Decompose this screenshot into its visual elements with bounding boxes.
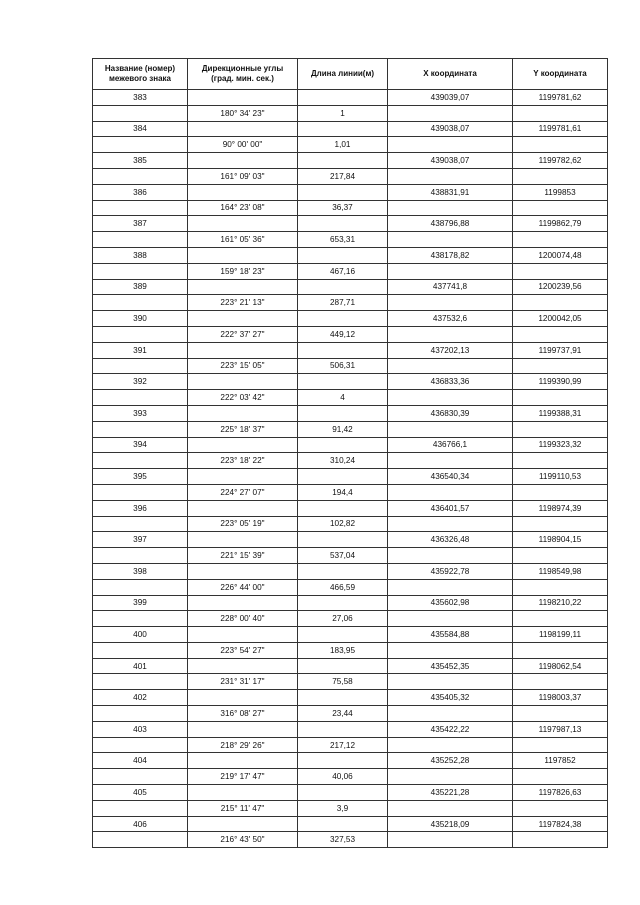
x-coordinate-cell: 436833,36 (388, 374, 513, 390)
empty-cell (298, 563, 388, 579)
header-point-name: Название (номер) межевого знака (93, 59, 188, 90)
empty-cell (513, 390, 608, 406)
segment-row (93, 548, 608, 564)
point-row (93, 563, 608, 579)
segment-row (93, 611, 608, 627)
line-length-cell: 287,71 (298, 295, 388, 311)
line-length-cell: 23,44 (298, 706, 388, 722)
y-coordinate-cell: 1199862,79 (513, 216, 608, 232)
point-row (93, 595, 608, 611)
segment-row (93, 390, 608, 406)
empty-cell (513, 579, 608, 595)
bearing-angle-cell: 225° 18' 37" (188, 421, 298, 437)
empty-cell (298, 816, 388, 832)
empty-cell (388, 516, 513, 532)
point-name-cell: 388 (93, 247, 188, 263)
segment-row (93, 516, 608, 532)
line-length-cell: 75,58 (298, 674, 388, 690)
empty-cell (388, 642, 513, 658)
empty-cell (298, 311, 388, 327)
line-length-cell: 466,59 (298, 579, 388, 595)
empty-cell (298, 342, 388, 358)
empty-cell (93, 642, 188, 658)
point-row (93, 279, 608, 295)
empty-cell (388, 326, 513, 342)
y-coordinate-cell: 1199781,62 (513, 90, 608, 106)
empty-cell (513, 769, 608, 785)
y-coordinate-cell: 1197987,13 (513, 721, 608, 737)
empty-cell (388, 674, 513, 690)
line-length-cell: 40,06 (298, 769, 388, 785)
x-coordinate-cell: 435405,32 (388, 690, 513, 706)
point-name-cell: 405 (93, 785, 188, 801)
line-length-cell: 217,84 (298, 168, 388, 184)
empty-cell (298, 153, 388, 169)
line-length-cell: 91,42 (298, 421, 388, 437)
segment-row (93, 421, 608, 437)
empty-cell (513, 358, 608, 374)
empty-cell (188, 690, 298, 706)
x-coordinate-cell: 437202,13 (388, 342, 513, 358)
point-row (93, 437, 608, 453)
empty-cell (388, 611, 513, 627)
point-row (93, 500, 608, 516)
empty-cell (388, 548, 513, 564)
empty-cell (513, 706, 608, 722)
point-name-cell: 396 (93, 500, 188, 516)
point-row (93, 121, 608, 137)
empty-cell (188, 563, 298, 579)
empty-cell (188, 90, 298, 106)
bearing-angle-cell: 219° 17' 47" (188, 769, 298, 785)
empty-cell (188, 721, 298, 737)
x-coordinate-cell: 438831,91 (388, 184, 513, 200)
empty-cell (513, 674, 608, 690)
y-coordinate-cell: 1198974,39 (513, 500, 608, 516)
segment-row (93, 800, 608, 816)
point-name-cell: 393 (93, 405, 188, 421)
bearing-angle-cell: 218° 29' 26" (188, 737, 298, 753)
y-coordinate-cell: 1198549,98 (513, 563, 608, 579)
segment-row (93, 168, 608, 184)
x-coordinate-cell: 435422,22 (388, 721, 513, 737)
empty-cell (388, 453, 513, 469)
empty-cell (513, 263, 608, 279)
bearing-angle-cell: 223° 54' 27" (188, 642, 298, 658)
bearing-angle-cell: 215° 11' 47" (188, 800, 298, 816)
line-length-cell: 1,01 (298, 137, 388, 153)
bearing-angle-cell: 180° 34' 23" (188, 105, 298, 121)
empty-cell (93, 832, 188, 848)
point-name-cell: 395 (93, 469, 188, 485)
x-coordinate-cell: 438178,82 (388, 247, 513, 263)
segment-row (93, 674, 608, 690)
empty-cell (93, 263, 188, 279)
point-name-cell: 402 (93, 690, 188, 706)
x-coordinate-cell: 435584,88 (388, 627, 513, 643)
empty-cell (513, 800, 608, 816)
x-coordinate-cell: 436540,34 (388, 469, 513, 485)
empty-cell (188, 121, 298, 137)
point-row (93, 690, 608, 706)
empty-cell (513, 484, 608, 500)
bearing-angle-cell: 216° 43' 50" (188, 832, 298, 848)
table-header-row (93, 59, 608, 90)
empty-cell (93, 453, 188, 469)
point-row (93, 342, 608, 358)
point-name-cell: 406 (93, 816, 188, 832)
empty-cell (298, 405, 388, 421)
document-page (92, 58, 607, 848)
point-name-cell: 387 (93, 216, 188, 232)
empty-cell (188, 405, 298, 421)
point-row (93, 532, 608, 548)
empty-cell (188, 627, 298, 643)
x-coordinate-cell: 435602,98 (388, 595, 513, 611)
empty-cell (298, 721, 388, 737)
line-length-cell: 194,4 (298, 484, 388, 500)
y-coordinate-cell: 1199390,99 (513, 374, 608, 390)
empty-cell (298, 469, 388, 485)
segment-row (93, 326, 608, 342)
empty-cell (93, 516, 188, 532)
empty-cell (188, 279, 298, 295)
y-coordinate-cell: 1199781,61 (513, 121, 608, 137)
empty-cell (513, 137, 608, 153)
empty-cell (298, 184, 388, 200)
empty-cell (188, 658, 298, 674)
empty-cell (298, 247, 388, 263)
point-name-cell: 389 (93, 279, 188, 295)
empty-cell (513, 326, 608, 342)
segment-row (93, 769, 608, 785)
line-length-cell: 327,53 (298, 832, 388, 848)
point-name-cell: 386 (93, 184, 188, 200)
empty-cell (93, 421, 188, 437)
y-coordinate-cell: 1199323,32 (513, 437, 608, 453)
bearing-angle-cell: 223° 21' 13" (188, 295, 298, 311)
empty-cell (93, 579, 188, 595)
empty-cell (93, 706, 188, 722)
empty-cell (93, 737, 188, 753)
empty-cell (298, 374, 388, 390)
empty-cell (93, 769, 188, 785)
empty-cell (298, 785, 388, 801)
empty-cell (513, 548, 608, 564)
point-row (93, 627, 608, 643)
line-length-cell: 506,31 (298, 358, 388, 374)
empty-cell (298, 658, 388, 674)
point-row (93, 785, 608, 801)
empty-cell (188, 437, 298, 453)
empty-cell (188, 216, 298, 232)
empty-cell (513, 832, 608, 848)
empty-cell (93, 484, 188, 500)
x-coordinate-cell: 437532,6 (388, 311, 513, 327)
empty-cell (388, 800, 513, 816)
segment-row (93, 484, 608, 500)
empty-cell (93, 390, 188, 406)
line-length-cell: 4 (298, 390, 388, 406)
point-name-cell: 397 (93, 532, 188, 548)
empty-cell (93, 800, 188, 816)
point-row (93, 153, 608, 169)
bearing-angle-cell: 159° 18' 23" (188, 263, 298, 279)
empty-cell (513, 453, 608, 469)
segment-row (93, 642, 608, 658)
point-name-cell: 404 (93, 753, 188, 769)
empty-cell (513, 168, 608, 184)
x-coordinate-cell: 438796,88 (388, 216, 513, 232)
empty-cell (93, 137, 188, 153)
x-coordinate-cell: 439038,07 (388, 121, 513, 137)
point-name-cell: 385 (93, 153, 188, 169)
segment-row (93, 832, 608, 848)
x-coordinate-cell: 439038,07 (388, 153, 513, 169)
empty-cell (388, 358, 513, 374)
empty-cell (298, 753, 388, 769)
empty-cell (93, 168, 188, 184)
empty-cell (188, 184, 298, 200)
empty-cell (388, 105, 513, 121)
bearing-angle-cell: 222° 37' 27" (188, 326, 298, 342)
segment-row (93, 263, 608, 279)
empty-cell (388, 295, 513, 311)
empty-cell (188, 816, 298, 832)
line-length-cell: 217,12 (298, 737, 388, 753)
bearing-angle-cell: 222° 03' 42" (188, 390, 298, 406)
empty-cell (93, 548, 188, 564)
empty-cell (513, 232, 608, 248)
empty-cell (388, 484, 513, 500)
point-name-cell: 401 (93, 658, 188, 674)
empty-cell (93, 295, 188, 311)
point-row (93, 469, 608, 485)
bearing-angle-cell: 228° 00' 40" (188, 611, 298, 627)
bearing-angle-cell: 221° 15' 39" (188, 548, 298, 564)
empty-cell (513, 642, 608, 658)
empty-cell (388, 137, 513, 153)
line-length-cell: 467,16 (298, 263, 388, 279)
x-coordinate-cell: 439039,07 (388, 90, 513, 106)
x-coordinate-cell: 435252,28 (388, 753, 513, 769)
y-coordinate-cell: 1200074,48 (513, 247, 608, 263)
empty-cell (513, 200, 608, 216)
empty-cell (188, 785, 298, 801)
bearing-angle-cell: 231° 31' 17" (188, 674, 298, 690)
boundary-coordinates-table (92, 58, 608, 848)
line-length-cell: 3,9 (298, 800, 388, 816)
line-length-cell: 183,95 (298, 642, 388, 658)
point-name-cell: 394 (93, 437, 188, 453)
line-length-cell: 27,06 (298, 611, 388, 627)
empty-cell (93, 232, 188, 248)
y-coordinate-cell: 1197852 (513, 753, 608, 769)
line-length-cell: 449,12 (298, 326, 388, 342)
segment-row (93, 358, 608, 374)
y-coordinate-cell: 1198210,22 (513, 595, 608, 611)
empty-cell (513, 516, 608, 532)
empty-cell (93, 674, 188, 690)
empty-cell (513, 295, 608, 311)
point-name-cell: 383 (93, 90, 188, 106)
bearing-angle-cell: 224° 27' 07" (188, 484, 298, 500)
x-coordinate-cell: 435218,09 (388, 816, 513, 832)
y-coordinate-cell: 1199853 (513, 184, 608, 200)
point-name-cell: 391 (93, 342, 188, 358)
empty-cell (388, 421, 513, 437)
header-x-coordinate: X координата (388, 59, 513, 90)
y-coordinate-cell: 1199737,91 (513, 342, 608, 358)
empty-cell (188, 374, 298, 390)
empty-cell (188, 500, 298, 516)
line-length-cell: 310,24 (298, 453, 388, 469)
empty-cell (93, 358, 188, 374)
empty-cell (188, 753, 298, 769)
x-coordinate-cell: 435221,28 (388, 785, 513, 801)
bearing-angle-cell: 161° 09' 03" (188, 168, 298, 184)
empty-cell (388, 832, 513, 848)
segment-row (93, 232, 608, 248)
point-row (93, 247, 608, 263)
empty-cell (298, 90, 388, 106)
y-coordinate-cell: 1199388,31 (513, 405, 608, 421)
bearing-angle-cell: 226° 44' 00" (188, 579, 298, 595)
empty-cell (388, 200, 513, 216)
segment-row (93, 579, 608, 595)
point-row (93, 753, 608, 769)
point-row (93, 374, 608, 390)
point-row (93, 184, 608, 200)
bearing-angle-cell: 223° 15' 05" (188, 358, 298, 374)
point-name-cell: 399 (93, 595, 188, 611)
line-length-cell: 36,37 (298, 200, 388, 216)
empty-cell (388, 263, 513, 279)
point-name-cell: 398 (93, 563, 188, 579)
empty-cell (298, 279, 388, 295)
x-coordinate-cell: 436830,39 (388, 405, 513, 421)
empty-cell (298, 500, 388, 516)
empty-cell (388, 168, 513, 184)
empty-cell (388, 579, 513, 595)
bearing-angle-cell: 90° 00' 00" (188, 137, 298, 153)
point-row (93, 405, 608, 421)
point-row (93, 90, 608, 106)
empty-cell (388, 232, 513, 248)
x-coordinate-cell: 435922,78 (388, 563, 513, 579)
empty-cell (188, 311, 298, 327)
segment-row (93, 295, 608, 311)
empty-cell (298, 532, 388, 548)
line-length-cell: 1 (298, 105, 388, 121)
bearing-angle-cell: 164° 23' 08" (188, 200, 298, 216)
point-name-cell: 384 (93, 121, 188, 137)
x-coordinate-cell: 435452,35 (388, 658, 513, 674)
header-bearing-angle: Дирекционные углы (град. мин. сек.) (188, 59, 298, 90)
x-coordinate-cell: 437741,8 (388, 279, 513, 295)
point-row (93, 816, 608, 832)
empty-cell (388, 706, 513, 722)
empty-cell (298, 437, 388, 453)
y-coordinate-cell: 1198062,54 (513, 658, 608, 674)
y-coordinate-cell: 1198003,37 (513, 690, 608, 706)
point-name-cell: 400 (93, 627, 188, 643)
empty-cell (388, 769, 513, 785)
segment-row (93, 137, 608, 153)
y-coordinate-cell: 1197826,63 (513, 785, 608, 801)
bearing-angle-cell: 223° 18' 22" (188, 453, 298, 469)
y-coordinate-cell: 1197824,38 (513, 816, 608, 832)
empty-cell (388, 390, 513, 406)
empty-cell (188, 153, 298, 169)
empty-cell (388, 737, 513, 753)
bearing-angle-cell: 223° 05' 19" (188, 516, 298, 532)
segment-row (93, 200, 608, 216)
point-row (93, 658, 608, 674)
line-length-cell: 537,04 (298, 548, 388, 564)
x-coordinate-cell: 436766,1 (388, 437, 513, 453)
empty-cell (513, 611, 608, 627)
segment-row (93, 706, 608, 722)
empty-cell (513, 421, 608, 437)
empty-cell (188, 342, 298, 358)
segment-row (93, 105, 608, 121)
line-length-cell: 102,82 (298, 516, 388, 532)
empty-cell (188, 532, 298, 548)
bearing-angle-cell: 316° 08' 27" (188, 706, 298, 722)
empty-cell (188, 247, 298, 263)
empty-cell (188, 469, 298, 485)
segment-row (93, 453, 608, 469)
x-coordinate-cell: 436326,48 (388, 532, 513, 548)
empty-cell (188, 595, 298, 611)
empty-cell (93, 200, 188, 216)
point-row (93, 311, 608, 327)
empty-cell (298, 595, 388, 611)
header-y-coordinate: Y координата (513, 59, 608, 90)
y-coordinate-cell: 1198199,11 (513, 627, 608, 643)
line-length-cell: 653,31 (298, 232, 388, 248)
empty-cell (93, 326, 188, 342)
y-coordinate-cell: 1200042,05 (513, 311, 608, 327)
header-line-length: Длина линии(м) (298, 59, 388, 90)
point-row (93, 721, 608, 737)
point-name-cell: 392 (93, 374, 188, 390)
empty-cell (513, 105, 608, 121)
y-coordinate-cell: 1199782,62 (513, 153, 608, 169)
point-row (93, 216, 608, 232)
empty-cell (298, 216, 388, 232)
y-coordinate-cell: 1198904,15 (513, 532, 608, 548)
empty-cell (93, 611, 188, 627)
empty-cell (298, 627, 388, 643)
y-coordinate-cell: 1200239,56 (513, 279, 608, 295)
y-coordinate-cell: 1199110,53 (513, 469, 608, 485)
x-coordinate-cell: 436401,57 (388, 500, 513, 516)
empty-cell (298, 690, 388, 706)
point-name-cell: 403 (93, 721, 188, 737)
empty-cell (93, 105, 188, 121)
segment-row (93, 737, 608, 753)
empty-cell (513, 737, 608, 753)
point-name-cell: 390 (93, 311, 188, 327)
bearing-angle-cell: 161° 05' 36" (188, 232, 298, 248)
empty-cell (298, 121, 388, 137)
